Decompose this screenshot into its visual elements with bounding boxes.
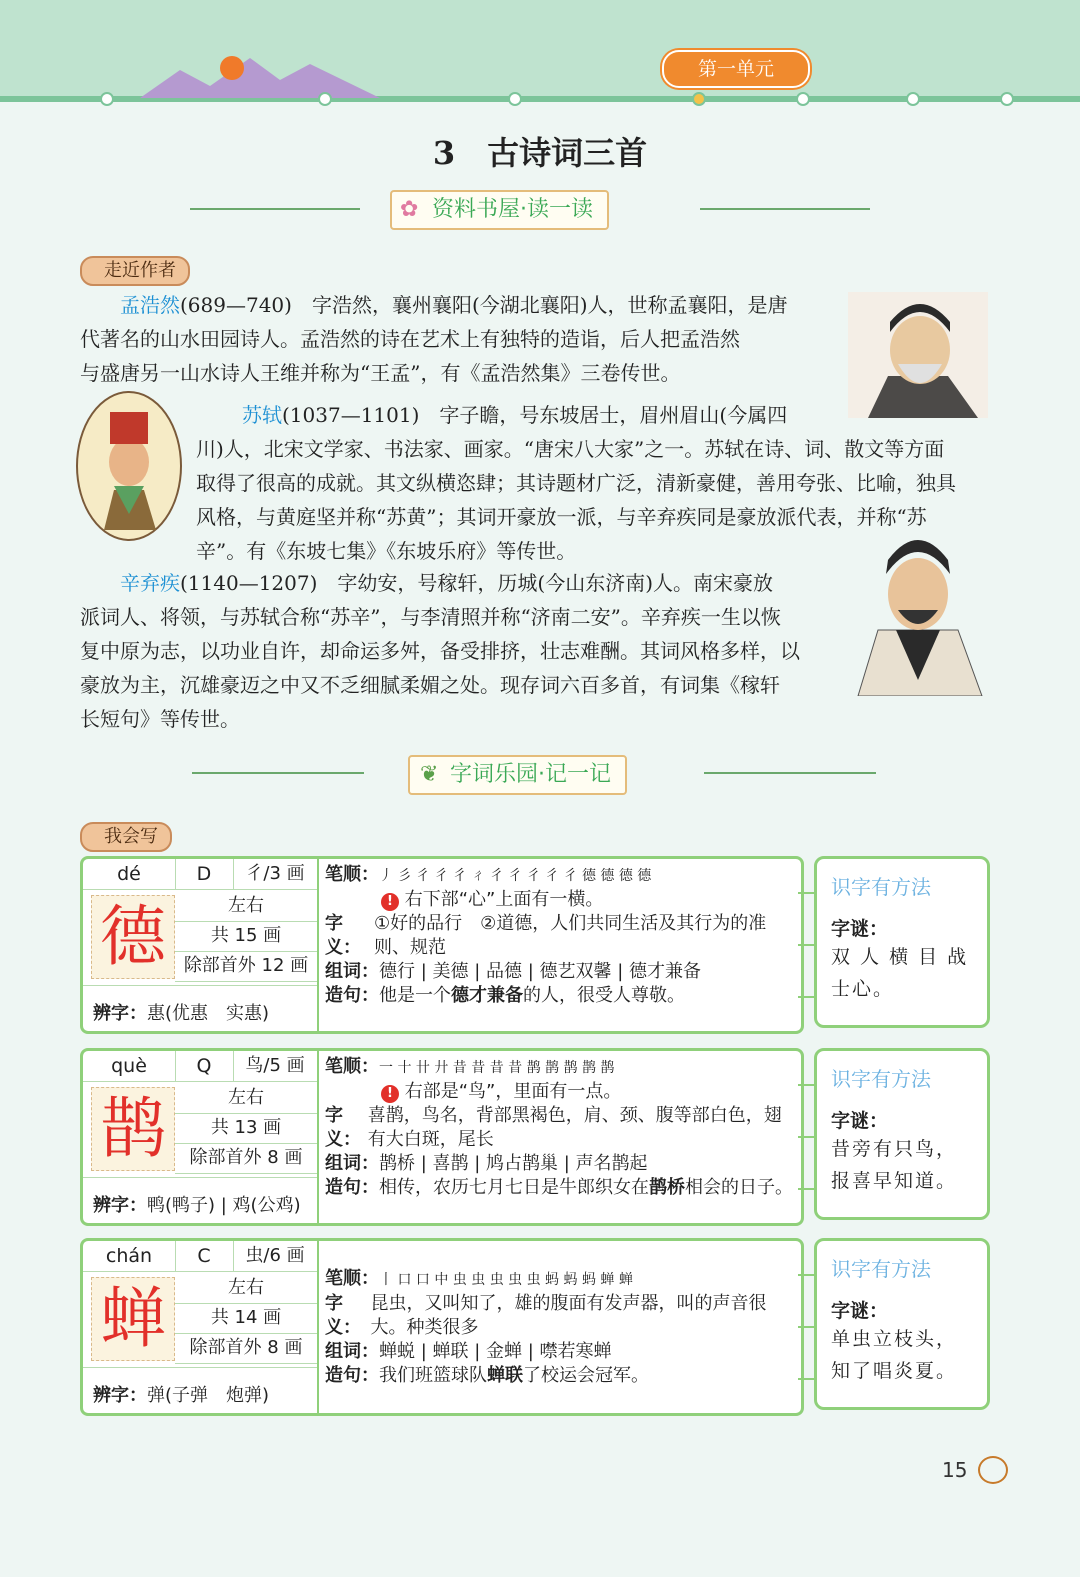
pinyin: què bbox=[83, 1051, 176, 1082]
total-strokes: 共 14 画 bbox=[175, 1303, 317, 1334]
meaning bbox=[325, 1292, 795, 1340]
author-name: 苏轼 bbox=[242, 403, 282, 427]
strokes-except-radical: 除部首外 12 画 bbox=[175, 951, 317, 982]
hint-box bbox=[814, 1238, 990, 1410]
radical: 鸟/5 画 bbox=[233, 1051, 317, 1082]
riddle-line: 报喜早知道。 bbox=[831, 1170, 958, 1192]
meaning-label: 字义： bbox=[325, 1105, 361, 1150]
author-bio: 复中原为志，以功业自许，却命运多舛，备受排挤，壮志难酬。其词风格多样，以 bbox=[80, 639, 800, 663]
stroke-sequence: 丨 口 口 中 虫 虫 虫 虫 虫 蚂 蚂 蚂 蝉 蝉 bbox=[379, 1272, 633, 1288]
pinyin: chán bbox=[83, 1241, 176, 1272]
header-dot bbox=[692, 92, 706, 106]
distinguish bbox=[93, 1381, 269, 1407]
sentence bbox=[325, 1176, 795, 1200]
distinguish-text: 弹(子弹 炮弹) bbox=[147, 1385, 270, 1406]
warning-icon: ! bbox=[381, 1085, 399, 1103]
hint-title: 识字有方法 bbox=[831, 875, 931, 899]
author-bio: 长短句》等传世。 bbox=[80, 707, 240, 731]
hint-box bbox=[814, 856, 990, 1028]
sentence-text: 相会的日子。 bbox=[685, 1177, 793, 1198]
total-strokes: 共 13 画 bbox=[175, 1113, 317, 1144]
char-info bbox=[83, 1051, 319, 1223]
sentence-text: 了校运会冠军。 bbox=[523, 1365, 649, 1386]
page-title: 3 古诗词三首 bbox=[432, 134, 648, 172]
words-text: 鹊桥 | 喜鹊 | 鸠占鹊巢 | 声名鹊起 bbox=[379, 1153, 648, 1174]
meaning bbox=[325, 912, 795, 960]
structure: 左右 bbox=[175, 891, 317, 922]
radical: 彳/3 画 bbox=[233, 859, 317, 890]
riddle-label: 字谜： bbox=[831, 918, 889, 940]
meaning-text: ①好的品行 ②道德，人们共同生活及其行为的准则、规范 bbox=[373, 913, 767, 958]
char-info bbox=[83, 1241, 319, 1413]
char-details bbox=[325, 1245, 795, 1388]
sentence bbox=[325, 984, 795, 1008]
sentence-text: 我们班篮球队 bbox=[379, 1365, 487, 1386]
char-details bbox=[325, 1055, 795, 1200]
char-card bbox=[80, 1238, 804, 1416]
note-text: 右部是“鸟”，里面有一点。 bbox=[404, 1081, 622, 1102]
riddle-line: 双 人 横 目 战 bbox=[831, 946, 969, 968]
hint-title: 识字有方法 bbox=[831, 1257, 931, 1281]
total-strokes: 共 15 画 bbox=[175, 921, 317, 952]
sentence-text: 相传，农历七月七日是牛郎织女在 bbox=[379, 1177, 649, 1198]
index-letter: Q bbox=[175, 1051, 234, 1082]
divider-line bbox=[190, 208, 360, 210]
stroke-label: 笔顺： bbox=[325, 864, 379, 885]
riddle-label: 字谜： bbox=[831, 1110, 889, 1132]
stroke-order bbox=[325, 863, 795, 888]
author-bio: 派词人、将领，与苏轼合称“苏辛”，与李清照并称“济南二安”。辛弃疾一生以恢 bbox=[80, 605, 781, 629]
header-dot bbox=[1000, 92, 1014, 106]
portrait-xin-qiji bbox=[848, 520, 988, 696]
distinguish bbox=[93, 999, 269, 1025]
stroke-label: 笔顺： bbox=[325, 1056, 379, 1077]
sentence-label: 造句： bbox=[325, 985, 379, 1006]
portrait-su-shi bbox=[74, 390, 184, 542]
divider-line bbox=[700, 208, 870, 210]
riddle-line: 单虫立枝头， bbox=[831, 1328, 958, 1350]
char-info bbox=[83, 859, 319, 1031]
tag-write: 我会写 bbox=[80, 822, 172, 852]
row-divider bbox=[83, 1177, 317, 1178]
char-details bbox=[325, 863, 795, 1008]
pinyin: dé bbox=[83, 859, 176, 890]
author-bio: 字浩然，襄州襄阳(今湖北襄阳)人，世称孟襄阳，是唐 bbox=[291, 293, 788, 317]
riddle-line: 士心。 bbox=[831, 978, 895, 1000]
riddle-label: 字谜： bbox=[831, 1300, 889, 1322]
header-dot bbox=[906, 92, 920, 106]
strokes-except-radical: 除部首外 8 画 bbox=[175, 1143, 317, 1174]
author-bio: 取得了很高的成就。其文纵横恣肆；其诗题材广泛，清新豪健，善用夸张、比喻，独具 bbox=[196, 471, 956, 495]
distinguish-text: 鸭(鸭子) | 鸡(公鸡) bbox=[147, 1195, 301, 1216]
riddle-line: 知了唱炎夏。 bbox=[831, 1360, 958, 1382]
words bbox=[325, 960, 795, 984]
words-text: 德行 | 美德 | 品德 | 德艺双馨 | 德才兼备 bbox=[379, 961, 702, 982]
riddle-line: 昔旁有只鸟， bbox=[831, 1138, 958, 1160]
radical: 虫/6 画 bbox=[233, 1241, 317, 1272]
char-card bbox=[80, 1048, 804, 1226]
author-years: (1140—1207) bbox=[180, 571, 318, 595]
big-character: 鹊 bbox=[91, 1087, 175, 1171]
stroke-order bbox=[325, 1267, 795, 1292]
distinguish-text: 惠(优惠 实惠) bbox=[147, 1003, 270, 1024]
unit-tag: 第一单元 bbox=[662, 50, 810, 88]
swirl-icon bbox=[978, 1456, 1008, 1484]
section-banner bbox=[408, 755, 627, 795]
strokes-except-radical: 除部首外 8 画 bbox=[175, 1333, 317, 1364]
section-banner bbox=[390, 190, 609, 230]
structure: 左右 bbox=[175, 1273, 317, 1304]
author-bio: 字子瞻，号东坡居士，眉州眉山(今属四 bbox=[419, 403, 788, 427]
meaning-text: 喜鹊，鸟名，背部黑褐色，肩、颈、腹等部白色，翅有大白斑，尾长 bbox=[367, 1105, 782, 1150]
distinguish-label: 辨字： bbox=[93, 1385, 147, 1406]
header-dot bbox=[318, 92, 332, 106]
warning-icon: ! bbox=[381, 893, 399, 911]
page-number: 15 bbox=[942, 1458, 968, 1482]
stroke-order bbox=[325, 1055, 795, 1080]
words-text: 蝉蜕 | 蝉联 | 金蝉 | 噤若寒蝉 bbox=[379, 1341, 612, 1362]
distinguish bbox=[93, 1191, 301, 1217]
stroke-sequence: 一 十 卄 廾 昔 昔 昔 昔 鹊 鹊 鹊 鹊 鹊 bbox=[379, 1060, 615, 1076]
sentence-text: 的人，很受人尊敬。 bbox=[523, 985, 685, 1006]
sentence-keyword: 鹊桥 bbox=[649, 1177, 685, 1198]
author-bio: 代著名的山水田园诗人。孟浩然的诗在艺术上有独特的造诣，后人把孟浩然 bbox=[80, 327, 740, 351]
leaf-icon: ❦ bbox=[420, 762, 439, 787]
note-text: 右下部“心”上面有一横。 bbox=[404, 889, 604, 910]
header-dot bbox=[796, 92, 810, 106]
words-label: 组词： bbox=[325, 961, 379, 982]
author-bio: 字幼安，号稼轩，历城(今山东济南)人。南宋豪放 bbox=[317, 571, 774, 595]
author-name: 孟浩然 bbox=[120, 293, 180, 317]
structure: 左右 bbox=[175, 1083, 317, 1114]
author-bio: 与盛唐另一山水诗人王维并称为“王孟”，有《孟浩然集》三卷传世。 bbox=[80, 361, 681, 385]
sentence-keyword: 蝉联 bbox=[487, 1365, 523, 1386]
tag-author: 走近作者 bbox=[80, 256, 190, 286]
words-label: 组词： bbox=[325, 1153, 379, 1174]
meaning-label: 字义： bbox=[325, 1293, 361, 1338]
row-divider bbox=[83, 985, 317, 986]
author-years: (1037—1101) bbox=[282, 403, 420, 427]
note bbox=[325, 888, 795, 912]
section-banner-text: 字词乐园·记一记 bbox=[450, 762, 611, 787]
meaning bbox=[325, 1104, 795, 1152]
plum-blossom-icon: ✿ bbox=[400, 197, 419, 222]
author-years: (689—740) bbox=[180, 293, 292, 317]
big-character: 德 bbox=[91, 895, 175, 979]
words bbox=[325, 1152, 795, 1176]
divider-line bbox=[192, 772, 364, 774]
author-name: 辛弃疾 bbox=[120, 571, 180, 595]
stroke-sequence: 丿 彡 彳 彳 彳 ㄔ 彳 彳 彳 彳 彳 德 德 德 德 bbox=[379, 868, 652, 884]
author-bio: 豪放为主，沉雄豪迈之中又不乏细腻柔媚之处。现存词六百多首，有词集《稼轩 bbox=[80, 673, 780, 697]
note bbox=[325, 1080, 795, 1104]
header-dot bbox=[508, 92, 522, 106]
sentence bbox=[325, 1364, 795, 1388]
header-dot bbox=[100, 92, 114, 106]
author-xin-qiji bbox=[80, 566, 840, 736]
author-meng-haoran bbox=[80, 288, 840, 390]
sentence-text: 他是一个 bbox=[379, 985, 451, 1006]
hint-box bbox=[814, 1048, 990, 1220]
index-letter: D bbox=[175, 859, 234, 890]
char-card bbox=[80, 856, 804, 1034]
index-letter: C bbox=[175, 1241, 234, 1272]
sentence-keyword: 德才兼备 bbox=[451, 985, 523, 1006]
meaning-label: 字义： bbox=[325, 913, 361, 958]
row-divider bbox=[83, 1367, 317, 1368]
words-label: 组词： bbox=[325, 1341, 379, 1362]
hint-title: 识字有方法 bbox=[831, 1067, 931, 1091]
author-bio: 川)人，北宋文学家、书法家、画家。“唐宋八大家”之一。苏轼在诗、词、散文等方面 bbox=[196, 437, 945, 461]
distinguish-label: 辨字： bbox=[93, 1195, 147, 1216]
sentence-label: 造句： bbox=[325, 1365, 379, 1386]
stroke-label: 笔顺： bbox=[325, 1268, 379, 1289]
divider-line bbox=[704, 772, 876, 774]
meaning-text: 昆虫，又叫知了，雄的腹面有发声器，叫的声音很大。种类很多 bbox=[370, 1293, 767, 1338]
big-character: 蝉 bbox=[91, 1277, 175, 1361]
mountain-decoration bbox=[140, 50, 380, 98]
author-bio: 风格，与黄庭坚并称“苏黄”；其词开豪放一派，与辛弃疾同是豪放派代表，并称“苏 bbox=[196, 505, 927, 529]
distinguish-label: 辨字： bbox=[93, 1003, 147, 1024]
section-banner-text: 资料书屋·读一读 bbox=[432, 197, 593, 222]
sentence-label: 造句： bbox=[325, 1177, 379, 1198]
author-bio: 辛”。有《东坡七集》《东坡乐府》等传世。 bbox=[196, 539, 577, 563]
words bbox=[325, 1340, 795, 1364]
